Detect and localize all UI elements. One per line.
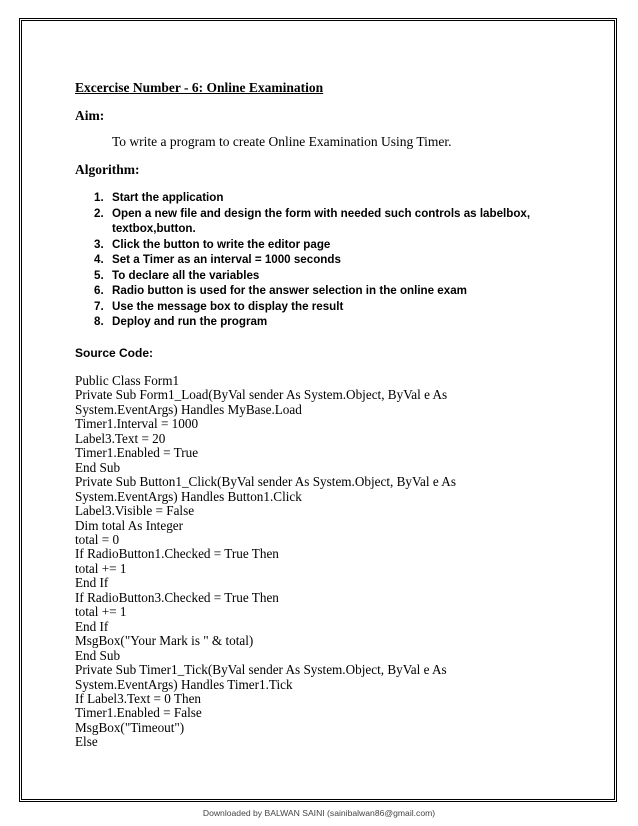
algorithm-step (75, 283, 535, 299)
code-line: MsgBox("Timeout") (75, 719, 185, 735)
code-line: End If (75, 618, 109, 634)
algorithm-heading: Algorithm: (75, 162, 140, 177)
code-line: Public Class Form1 (75, 373, 180, 388)
step-text: Use the message box to display the result (112, 299, 344, 313)
step-text: Click the button to write the editor page (112, 237, 331, 251)
step-number: 8. (94, 315, 104, 328)
code-line: total += 1 (75, 604, 127, 620)
code-line: Timer1.Enabled = False (75, 705, 202, 721)
step-text: Open a new file and design the form with needed such controls as labelbox, textbox,button. (112, 206, 531, 235)
step-text: Radio button is used for the answer selection in the online exam (112, 284, 467, 297)
code-line: Private Sub Button1_Click(ByVal sender As System.Object, ByVal e As (75, 474, 456, 490)
step-number: 3. (94, 237, 104, 251)
code-line: System.EventArgs) Handles MyBase.Load (75, 401, 302, 417)
code-line: Private Sub Timer1_Tick(ByVal sender As System.Object, ByVal e As (75, 662, 447, 678)
source-code-heading: Source Code: (75, 346, 154, 360)
code-line: Label3.Text = 20 (75, 430, 166, 446)
algorithm-step (75, 237, 535, 253)
code-line: If RadioButton3.Checked = True Then (75, 589, 279, 605)
code-line: End If (75, 575, 109, 591)
step-number: 4. (94, 253, 104, 266)
code-line: End Sub (75, 459, 121, 475)
code-line: If RadioButton1.Checked = True Then (75, 546, 279, 562)
algorithm-steps (75, 190, 535, 330)
step-text: To declare all the variables (112, 268, 260, 282)
step-number: 7. (94, 299, 104, 313)
code-line: System.EventArgs) Handles Timer1.Tick (75, 676, 293, 692)
step-number: 5. (94, 268, 104, 282)
aim-text: To write a program to create Online Examination Using Timer. (112, 134, 452, 149)
code-line: Dim total As Integer (75, 517, 184, 533)
algorithm-step (75, 252, 535, 268)
code-line: If Label3.Text = 0 Then (75, 690, 202, 706)
step-number: 2. (94, 206, 104, 220)
step-number: 6. (94, 284, 104, 297)
code-line: Else (75, 734, 98, 750)
code-line: Private Sub Form1_Load(ByVal sender As System.Object, ByVal e As (75, 387, 448, 403)
step-text: Set a Timer as an interval = 1000 seconds (112, 253, 341, 266)
code-line: Label3.Visible = False (75, 503, 195, 519)
code-line: total += 1 (75, 560, 127, 576)
code-line: MsgBox("Your Mark is " & total) (75, 633, 254, 649)
aim-heading: Aim: (75, 108, 105, 123)
code-line: End Sub (75, 647, 121, 663)
algorithm-step (75, 299, 535, 315)
code-line: Timer1.Enabled = True (75, 445, 199, 461)
source-code-block (75, 374, 595, 750)
algorithm-step (75, 314, 535, 330)
step-text: Deploy and run the program (112, 315, 268, 328)
algorithm-step (75, 268, 535, 284)
code-line: Timer1.Interval = 1000 (75, 416, 199, 432)
algorithm-step (75, 190, 535, 206)
step-text: Start the application (112, 191, 224, 204)
download-footer: Downloaded by BALWAN SAINI (sainibalwan86@gmail.com) (202, 808, 436, 818)
algorithm-step (75, 206, 535, 237)
step-number: 1. (94, 191, 104, 204)
exercise-title: Excercise Number - 6: Online Examination (75, 80, 324, 95)
code-line: total = 0 (75, 531, 120, 547)
code-line: System.EventArgs) Handles Button1.Click (75, 488, 302, 504)
